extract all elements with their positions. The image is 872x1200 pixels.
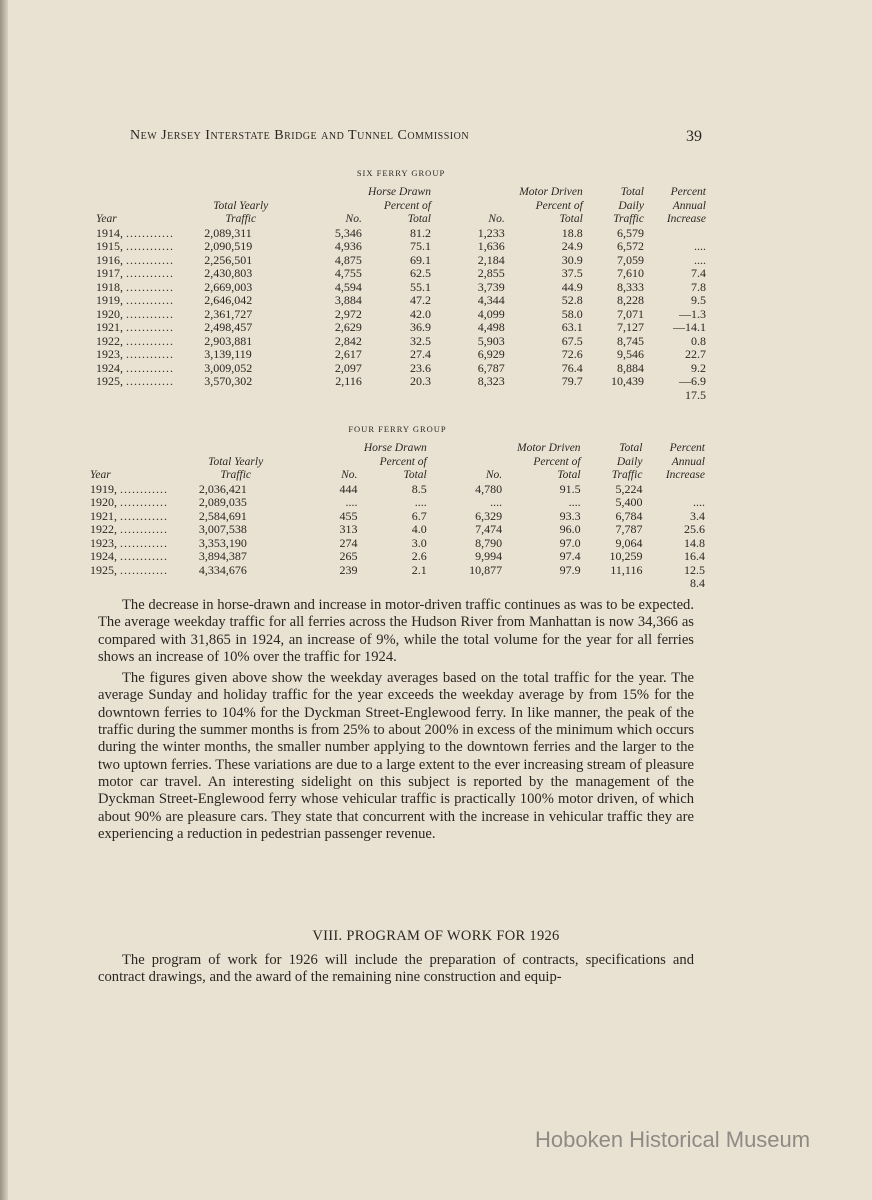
table-cell: 1918, ............: [96, 279, 174, 294]
table-row: [90, 496, 705, 510]
table-cell: 8,884: [616, 360, 644, 375]
leader-dots: ............: [126, 266, 174, 280]
table-row: [90, 523, 705, 537]
column-header: Motor Driven Percent of Total: [519, 186, 583, 225]
leader-dots: ............: [120, 495, 168, 509]
table-cell: —14.1: [673, 320, 706, 334]
table-cell: 2,646,042: [204, 293, 253, 307]
table-cell: 1924, ............: [96, 360, 174, 375]
table-cell: 313: [339, 522, 358, 536]
table-cell: 5,224: [615, 481, 643, 496]
page-edge: [0, 0, 8, 1200]
column-header: No.: [345, 213, 362, 225]
table-cell: 93.3: [559, 508, 581, 523]
table-cell: 4,875: [334, 252, 362, 267]
table-cell: 24.9: [561, 239, 583, 253]
table-cell: 7,787: [615, 522, 643, 536]
table-cell: 2,089,035: [198, 495, 247, 509]
table-cell: 17.5: [685, 387, 706, 402]
table-cell: 22.7: [685, 347, 706, 361]
table-cell: 32.5: [409, 333, 431, 348]
table-cell: 4,498: [477, 320, 505, 334]
section-body: [98, 952, 694, 987]
section-heading: VIII. PROGRAM OF WORK FOR 1926: [312, 928, 560, 944]
column-header: Percent Annual Increase: [665, 442, 705, 481]
table-cell: 91.5: [559, 481, 581, 496]
table-cell: 2,430,803: [204, 266, 253, 280]
table-title: SIX FERRY GROUP: [356, 168, 446, 178]
table-cell: ....: [694, 252, 706, 267]
table-cell: 97.4: [559, 549, 581, 563]
table-cell: 5,346: [334, 225, 362, 240]
table-cell: 37.5: [561, 266, 583, 280]
table-cell: [427, 577, 502, 591]
table-cell: 8,228: [616, 293, 644, 307]
table-cell: 27.4: [409, 347, 431, 361]
body-text: [98, 597, 694, 843]
table-cell: 3,739: [477, 279, 505, 294]
table-cell: 75.1: [409, 239, 431, 253]
table-row: [90, 510, 705, 524]
table-cell: 23.6: [409, 360, 431, 375]
paragraph: The figures given above show the weekday averages based on the total traffic for the year. The average Sunday and holiday traffic for the year exceeds the weekday average by from 15% for the downtown ferries to 104% for the Dyckman Street-Englewood ferry. In like manner, the peak of the traffic during the summer months is from 25% to about 200% in excess of the minimum which occurs during the winter months, the smaller number applying to the downtown ferries and the larger to the two uptown ferries. These variations are due to a large extent to the ever increasing stream of pleasure motor car travel. An interesting sidelight on this subject is reported by the management of the Dyckman Street-Englewood ferry whose vehicular traffic is practically 100% motor driven, of which about 90% are pleasure cars. They state that concurrent with the increase in vehicular traffic they are experiencing a reduction in pedestrian passenger revenue.: [98, 670, 694, 842]
leader-dots: ............: [126, 333, 174, 348]
page-number: 39: [686, 128, 702, 145]
table-row: [96, 227, 706, 241]
table-cell: 7,059: [616, 252, 644, 267]
table-cell: 20.3: [409, 374, 431, 388]
leader-dots: ............: [126, 306, 174, 321]
table-cell: [279, 389, 362, 403]
table-cell: ....: [568, 495, 581, 509]
table-cell: 2,669,003: [204, 279, 253, 294]
table-cell: [357, 577, 426, 591]
table-cell: 2,116: [335, 374, 362, 388]
column-header: Horse Drawn Percent of Total: [363, 442, 427, 481]
table-row: [96, 240, 706, 254]
table-cell: 10,439: [610, 374, 644, 388]
table-cell: 7.4: [691, 266, 706, 280]
table-cell: [581, 577, 643, 591]
table-cell: 1,233: [477, 225, 505, 240]
table-cell: 8,323: [477, 374, 505, 388]
table-cell: 1920, ............: [90, 495, 168, 509]
running-header: New Jersey Interstate Bridge and Tunnel Commission: [130, 128, 470, 143]
table-cell: 76.4: [561, 360, 583, 375]
header-row: [96, 186, 706, 227]
table-cell: 7,071: [616, 306, 644, 321]
leader-dots: ............: [120, 508, 168, 523]
table-cell: 1922, ............: [90, 522, 168, 536]
leader-dots: ............: [126, 360, 174, 375]
table-cell: 12.5: [684, 562, 705, 577]
table-cell: 1924, ............: [90, 549, 168, 563]
table-cell: 96.0: [559, 522, 581, 536]
table-cell: [90, 577, 197, 591]
table-row: [96, 375, 706, 389]
table-cell: 4,936: [334, 239, 362, 253]
table-cell: 1923, ............: [96, 347, 174, 361]
table-cell: 6,787: [477, 360, 505, 375]
table-cell: [96, 389, 202, 403]
table-cell: 47.2: [409, 293, 431, 307]
table-cell: 7,610: [616, 266, 644, 280]
table-cell: 3.4: [690, 508, 705, 523]
table-cell: 7.8: [691, 279, 706, 294]
table-row: [96, 389, 706, 403]
table-cell: 1925, ............: [96, 374, 174, 388]
data-table: [96, 186, 706, 402]
table-row: [96, 267, 706, 281]
table-cell: 42.0: [409, 306, 431, 321]
table-cell: [642, 483, 705, 497]
table-cell: 81.2: [409, 225, 431, 240]
leader-dots: ............: [126, 252, 174, 267]
table-cell: ....: [490, 495, 503, 509]
table-cell: 4,594: [334, 279, 362, 294]
table-cell: [274, 577, 357, 591]
table-cell: 4,780: [475, 481, 503, 496]
table-cell: 6,572: [616, 239, 644, 253]
table-cell: 16.4: [684, 549, 705, 563]
leader-dots: ............: [120, 562, 168, 577]
table-cell: 2,855: [477, 266, 505, 280]
table-cell: ....: [345, 495, 358, 509]
table-cell: 9,546: [616, 347, 644, 361]
table-cell: 3,007,538: [198, 522, 247, 536]
table-cell: 6,329: [475, 508, 503, 523]
leader-dots: ............: [126, 239, 174, 253]
table-cell: —6.9: [679, 374, 706, 388]
column-header: Total Yearly Traffic: [208, 455, 264, 481]
six-ferry-group-section: [96, 168, 706, 408]
table-cell: 6.7: [411, 508, 427, 523]
table-row: [96, 281, 706, 295]
table-cell: 2,498,457: [204, 320, 253, 334]
table-cell: 6,929: [477, 347, 505, 361]
table-cell: 274: [339, 535, 358, 550]
table-row: [90, 537, 705, 551]
table-cell: [197, 577, 275, 591]
four-ferry-group-section: [90, 424, 705, 594]
table-row: [96, 362, 706, 376]
table-cell: 4,099: [477, 306, 505, 321]
table-cell: 11,116: [610, 562, 643, 577]
table-cell: 2,097: [334, 360, 362, 375]
table-cell: 2,089,311: [204, 225, 252, 240]
table-cell: 9,994: [475, 549, 503, 563]
leader-dots: ............: [126, 374, 174, 388]
table-cell: 62.5: [409, 266, 431, 280]
column-header: Percent Annual Increase: [666, 186, 706, 225]
table-row: [90, 564, 705, 578]
table-cell: 455: [339, 508, 358, 523]
table-row: [90, 483, 705, 497]
table-row: [96, 254, 706, 268]
table-cell: 1,636: [477, 239, 505, 253]
table-cell: 6,784: [615, 508, 643, 523]
table-cell: 239: [339, 562, 358, 577]
table-cell: 4,755: [334, 266, 362, 280]
table-cell: [644, 227, 706, 241]
column-header: Total Yearly Traffic: [213, 199, 269, 225]
leader-dots: ............: [126, 293, 174, 307]
table-cell: 8.5: [411, 481, 427, 496]
table-cell: 9.5: [691, 293, 706, 307]
column-header: Year: [96, 213, 117, 225]
table-cell: [505, 389, 583, 403]
table-cell: 3,894,387: [198, 549, 247, 563]
table-row: [96, 348, 706, 362]
table-row: [96, 321, 706, 335]
table-cell: 8,745: [616, 333, 644, 348]
table-cell: 1919, ............: [96, 293, 174, 307]
table-cell: 36.9: [409, 320, 431, 334]
table-row: [90, 550, 705, 564]
table-cell: 7,127: [616, 320, 644, 334]
table-cell: 5,400: [615, 495, 643, 509]
table-cell: 2,256,501: [204, 252, 253, 267]
table-cell: 4,344: [477, 293, 505, 307]
table-cell: 2.6: [411, 549, 427, 563]
column-header: No.: [488, 213, 505, 225]
table-cell: 30.9: [561, 252, 583, 267]
table-cell: [502, 577, 580, 591]
table-cell: —1.3: [679, 306, 706, 321]
table-cell: 2.1: [411, 562, 427, 577]
table-cell: 1917, ............: [96, 266, 174, 280]
table-cell: 58.0: [561, 306, 583, 321]
table-cell: 1921, ............: [90, 508, 168, 523]
table-cell: 69.1: [409, 252, 431, 267]
table-cell: 1915, ............: [96, 239, 174, 253]
table-cell: 3,009,052: [204, 360, 253, 375]
table-cell: 8,790: [475, 535, 503, 550]
table-cell: 7,474: [475, 522, 503, 536]
table-cell: 2,842: [334, 333, 362, 348]
table-cell: 2,972: [334, 306, 362, 321]
table-cell: 2,629: [334, 320, 362, 334]
column-header: No.: [485, 469, 503, 481]
leader-dots: ............: [126, 347, 174, 361]
table-cell: 1919, ............: [90, 481, 168, 496]
paragraph: The program of work for 1926 will include the preparation of contracts, specifications and contract drawings, and the award of the remaining nine construction and equip-: [98, 952, 694, 986]
table-cell: 5,903: [477, 333, 505, 348]
data-table: [90, 442, 705, 591]
table-cell: 0.8: [691, 333, 706, 348]
table-cell: 1925, ............: [90, 562, 168, 577]
table-cell: 44.9: [561, 279, 583, 294]
column-header: Total Daily Traffic: [613, 186, 644, 225]
table-cell: [362, 389, 431, 403]
table-cell: 3,570,302: [204, 374, 253, 388]
leader-dots: ............: [120, 535, 168, 550]
table-cell: 3,884: [334, 293, 362, 307]
table-cell: 1916, ............: [96, 252, 174, 267]
table-cell: 3.0: [411, 535, 427, 550]
table-cell: 1921, ............: [96, 320, 174, 334]
table-cell: 79.7: [561, 374, 583, 388]
leader-dots: ............: [126, 279, 174, 294]
table-cell: 2,617: [334, 347, 362, 361]
table-row: [96, 335, 706, 349]
table-row: [90, 577, 705, 591]
table-cell: 4,334,676: [198, 562, 247, 577]
table-cell: 8,333: [616, 279, 644, 294]
table-cell: 10,259: [609, 549, 643, 563]
table-cell: 2,036,421: [198, 481, 247, 496]
table-cell: 52.8: [561, 293, 583, 307]
table-cell: 8.4: [690, 576, 705, 590]
table-cell: 72.6: [561, 347, 583, 361]
table-cell: 1914, ............: [96, 225, 174, 240]
column-header: Horse Drawn Percent of Total: [368, 186, 431, 225]
column-header: Year: [90, 469, 111, 481]
table-cell: 9.2: [691, 360, 706, 375]
table-cell: 25.6: [684, 522, 705, 536]
table-row: [96, 308, 706, 322]
table-cell: 18.8: [561, 225, 583, 240]
column-header: Motor Driven Percent of Total: [517, 442, 581, 481]
table-cell: [583, 389, 644, 403]
table-cell: 14.8: [684, 535, 705, 550]
table-cell: 2,903,881: [204, 333, 253, 348]
table-cell: 1922, ............: [96, 333, 174, 348]
table-row: [96, 294, 706, 308]
table-cell: 2,584,691: [198, 508, 247, 523]
table-cell: 97.9: [559, 562, 581, 577]
watermark: Hoboken Historical Museum: [535, 1127, 811, 1152]
table-title: FOUR FERRY GROUP: [348, 424, 447, 434]
table-cell: [202, 389, 279, 403]
table-cell: 3,353,190: [198, 535, 247, 550]
column-header: No.: [341, 469, 358, 481]
table-cell: 10,877: [469, 562, 503, 577]
table-cell: 2,361,727: [204, 306, 253, 321]
table-cell: [431, 389, 505, 403]
table-cell: 444: [339, 481, 358, 496]
table-cell: ....: [694, 239, 706, 253]
table-cell: 1920, ............: [96, 306, 174, 321]
table-cell: 3,139,119: [204, 347, 252, 361]
table-cell: ....: [693, 495, 705, 509]
table-cell: 63.1: [561, 320, 583, 334]
leader-dots: ............: [120, 522, 168, 536]
table-cell: 97.0: [559, 535, 581, 550]
header-row: [90, 442, 705, 483]
table-cell: 1923, ............: [90, 535, 168, 550]
table-cell: 6,579: [616, 225, 644, 240]
leader-dots: ............: [126, 320, 174, 334]
table-cell: 4.0: [411, 522, 427, 536]
table-cell: 67.5: [561, 333, 583, 348]
column-header: Total Daily Traffic: [611, 442, 643, 481]
table-cell: ....: [414, 495, 427, 509]
table-cell: 2,090,519: [204, 239, 253, 253]
leader-dots: ............: [126, 225, 174, 240]
leader-dots: ............: [120, 549, 168, 563]
leader-dots: ............: [120, 481, 168, 496]
table-cell: 9,064: [615, 535, 643, 550]
table-cell: 2,184: [477, 252, 505, 267]
table-cell: 265: [339, 549, 358, 563]
table-cell: 55.1: [409, 279, 431, 294]
paragraph: The decrease in horse-drawn and increase in motor-driven traffic continues as was to be expected. The average weekday traffic for all ferries across the Hudson River from Manhattan is now 34,366 as compared with 31,865 in 1924, an increase of 9%, while the total volume for the year for all ferries shows an increase of 10% over the traffic for 1924.: [98, 597, 695, 665]
